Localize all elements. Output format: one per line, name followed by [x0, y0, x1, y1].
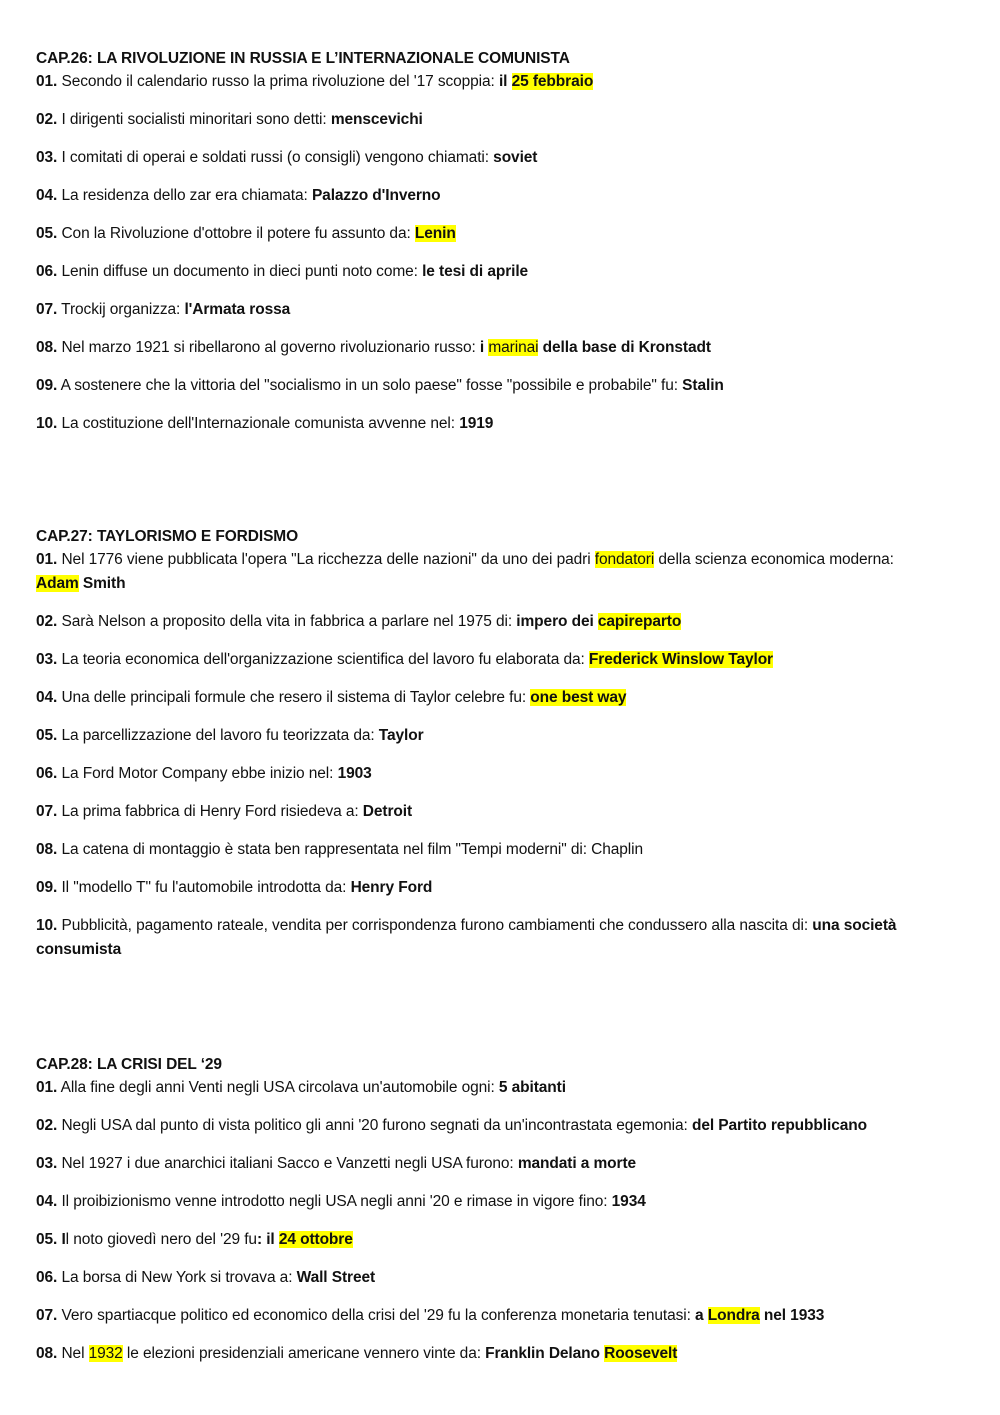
question-number: 05. — [36, 727, 58, 744]
question-item — [36, 1266, 936, 1290]
question-text: La costituzione dell'Internazionale comunista avvenne nel: — [57, 415, 460, 432]
question-item — [36, 876, 936, 900]
answer-text: soviet — [493, 149, 538, 166]
question-text: La parcellizzazione del lavoro fu teorizzata da: — [57, 727, 379, 744]
question-text: le elezioni presidenziali americane vennero vinte da: — [122, 1345, 486, 1362]
question-item — [36, 298, 936, 322]
answer-text: menscevichi — [330, 111, 423, 128]
question-number: 10. — [36, 415, 58, 432]
chapter-26-section — [36, 48, 936, 450]
question-number: 06. — [36, 765, 58, 782]
question-text: Trockij organizza: — [57, 301, 185, 318]
answer-text: le tesi di aprile — [422, 263, 529, 280]
question-text: l noto giovedì nero del '29 fu — [65, 1231, 257, 1248]
answer-text: 1919 — [459, 415, 494, 432]
question-number: 04. — [36, 1193, 58, 1210]
chapter-title: CAP.27: TAYLORISMO E FORDISMO — [36, 528, 299, 545]
answer-text: I — [57, 1231, 66, 1248]
question-text: La prima fabbrica di Henry Ford risiedeva a: — [57, 803, 363, 820]
question-number: 02. — [36, 111, 58, 128]
question-text: La teoria economica dell'organizzazione scientifica del lavoro fu elaborata da: — [57, 651, 589, 668]
answer-text: Taylor — [378, 727, 424, 744]
answer-text: della base di Kronstadt — [538, 339, 711, 356]
highlighted-answer: fondatori — [594, 551, 655, 568]
question-item — [36, 70, 936, 94]
answer-text: mandati a morte — [517, 1155, 637, 1172]
question-number: 02. — [36, 1117, 58, 1134]
question-number: 05. — [36, 225, 58, 242]
answer-text: Detroit — [362, 803, 413, 820]
answer-text: 1934 — [611, 1193, 646, 1210]
question-item — [36, 1076, 936, 1100]
question-number: 03. — [36, 1155, 58, 1172]
question-item — [36, 108, 936, 132]
question-item — [36, 686, 936, 710]
question-item — [36, 1304, 936, 1328]
answer-text: Henry Ford — [350, 879, 433, 896]
question-text: Nel — [57, 1345, 89, 1362]
question-item — [36, 1190, 936, 1214]
chapter-title: CAP.28: LA CRISI DEL ‘29 — [36, 1056, 222, 1073]
question-item — [36, 548, 936, 596]
question-number: 09. — [36, 377, 58, 394]
question-number: 08. — [36, 339, 58, 356]
question-number: 08. — [36, 1345, 58, 1362]
question-number: 02. — [36, 613, 58, 630]
question-text: Pubblicità, pagamento rateale, vendita per corrispondenza furono cambiamenti che condussero alla nascita di: — [57, 917, 813, 934]
highlighted-answer: 24 ottobre — [278, 1231, 353, 1248]
question-item — [36, 1342, 936, 1366]
chapter-28-section — [36, 1054, 936, 1380]
question-text: Negli USA dal punto di vista politico gli anni '20 furono segnati da un'incontrastata egemonia: — [57, 1117, 692, 1134]
answer-text: : il — [256, 1231, 279, 1248]
question-text: Lenin diffuse un documento in dieci punti noto come: — [57, 263, 423, 280]
question-item — [36, 1114, 936, 1138]
highlighted-answer: Londra — [707, 1307, 760, 1324]
question-number: 01. — [36, 551, 58, 568]
answer-text: impero dei — [516, 613, 598, 630]
highlighted-answer: 25 febbraio — [511, 73, 594, 90]
question-item — [36, 1228, 936, 1252]
answer-text: a — [695, 1307, 708, 1324]
answer-text: il — [498, 73, 512, 90]
question-number: 09. — [36, 879, 58, 896]
question-item — [36, 800, 936, 824]
question-text: Con la Rivoluzione d'ottobre il potere fu assunto da: — [57, 225, 415, 242]
chapter-title: CAP.26: LA RIVOLUZIONE IN RUSSIA E L’INTERNAZIONALE COMUNISTA — [36, 50, 570, 67]
question-number: 04. — [36, 689, 58, 706]
highlighted-answer: Roosevelt — [604, 1345, 678, 1362]
highlighted-answer: Lenin — [414, 225, 456, 242]
question-item — [36, 1152, 936, 1176]
question-text: Una delle principali formule che resero il sistema di Taylor celebre fu: — [57, 689, 531, 706]
question-item — [36, 914, 936, 962]
highlighted-answer: marinai — [488, 339, 539, 356]
answer-text: 5 abitanti — [498, 1079, 566, 1096]
question-text: I comitati di operai e soldati russi (o consigli) vengono chiamati: — [57, 149, 494, 166]
question-number: 03. — [36, 651, 58, 668]
question-text: Nel 1776 viene pubblicata l'opera "La ricchezza delle nazioni" da uno dei padri — [57, 551, 595, 568]
question-item — [36, 222, 936, 246]
question-item — [36, 336, 936, 360]
question-item — [36, 146, 936, 170]
answer-text: del Partito repubblicano — [691, 1117, 867, 1134]
question-text: Nel marzo 1921 si ribellarono al governo rivoluzionario russo: — [57, 339, 480, 356]
question-text: Secondo il calendario russo la prima rivoluzione del '17 scoppia: — [57, 73, 499, 90]
question-number: 06. — [36, 1269, 58, 1286]
question-number: 01. — [36, 73, 58, 90]
answer-text: nel 1933 — [759, 1307, 825, 1324]
highlighted-answer: capireparto — [597, 613, 682, 630]
question-item — [36, 412, 936, 436]
highlighted-answer: Frederick Winslow Taylor — [588, 651, 773, 668]
question-text: della scienza economica moderna: — [654, 551, 894, 568]
question-text: Vero spartiacque politico ed economico della crisi del '29 fu la conferenza monetaria tenutasi: — [57, 1307, 695, 1324]
answer-text: Franklin Delano — [485, 1345, 605, 1362]
question-number: 07. — [36, 803, 58, 820]
answer-text: i — [479, 339, 489, 356]
question-item — [36, 610, 936, 634]
question-item — [36, 648, 936, 672]
question-item — [36, 260, 936, 284]
highlighted-answer: one best way — [530, 689, 627, 706]
question-text: Nel 1927 i due anarchici italiani Sacco e Vanzetti negli USA furono: — [57, 1155, 518, 1172]
question-number: 03. — [36, 149, 58, 166]
answer-text: Wall Street — [296, 1269, 376, 1286]
question-text: Il "modello T" fu l'automobile introdotta da: — [57, 879, 351, 896]
highlighted-answer: 1932 — [88, 1345, 123, 1362]
question-number: 08. — [36, 841, 58, 858]
answer-text: Smith — [78, 575, 126, 592]
question-text: La residenza dello zar era chiamata: — [57, 187, 312, 204]
question-text: La catena di montaggio è stata ben rappresentata nel film "Tempi moderni" di: Chaplin — [57, 841, 643, 858]
question-text: Sarà Nelson a proposito della vita in fabbrica a parlare nel 1975 di: — [57, 613, 517, 630]
question-text: Alla fine degli anni Venti negli USA circolava un'automobile ogni: — [57, 1079, 499, 1096]
answer-text: 1903 — [337, 765, 372, 782]
question-number: 04. — [36, 187, 58, 204]
question-item — [36, 184, 936, 208]
question-text: I dirigenti socialisti minoritari sono detti: — [57, 111, 331, 128]
question-text: A sostenere che la vittoria del "socialismo in un solo paese" fosse "possibile e probabile" fu: — [57, 377, 683, 394]
question-number: 01. — [36, 1079, 58, 1096]
question-text: La borsa di New York si trovava a: — [57, 1269, 297, 1286]
answer-text: una società consumista — [36, 917, 897, 958]
question-number: 07. — [36, 301, 58, 318]
answer-text: Palazzo d'Inverno — [311, 187, 441, 204]
question-text: La Ford Motor Company ebbe inizio nel: — [57, 765, 338, 782]
question-number: 10. — [36, 917, 58, 934]
answer-text: l'Armata rossa — [184, 301, 291, 318]
question-item — [36, 374, 936, 398]
question-number: 05. — [36, 1231, 58, 1248]
question-item — [36, 724, 936, 748]
answer-text: Stalin — [682, 377, 724, 394]
highlighted-answer: Adam — [36, 575, 79, 592]
question-number: 07. — [36, 1307, 58, 1324]
question-item — [36, 762, 936, 786]
question-number: 06. — [36, 263, 58, 280]
question-item — [36, 838, 936, 862]
question-text: Il proibizionismo venne introdotto negli USA negli anni '20 e rimase in vigore fino: — [57, 1193, 612, 1210]
chapter-27-section — [36, 526, 936, 976]
